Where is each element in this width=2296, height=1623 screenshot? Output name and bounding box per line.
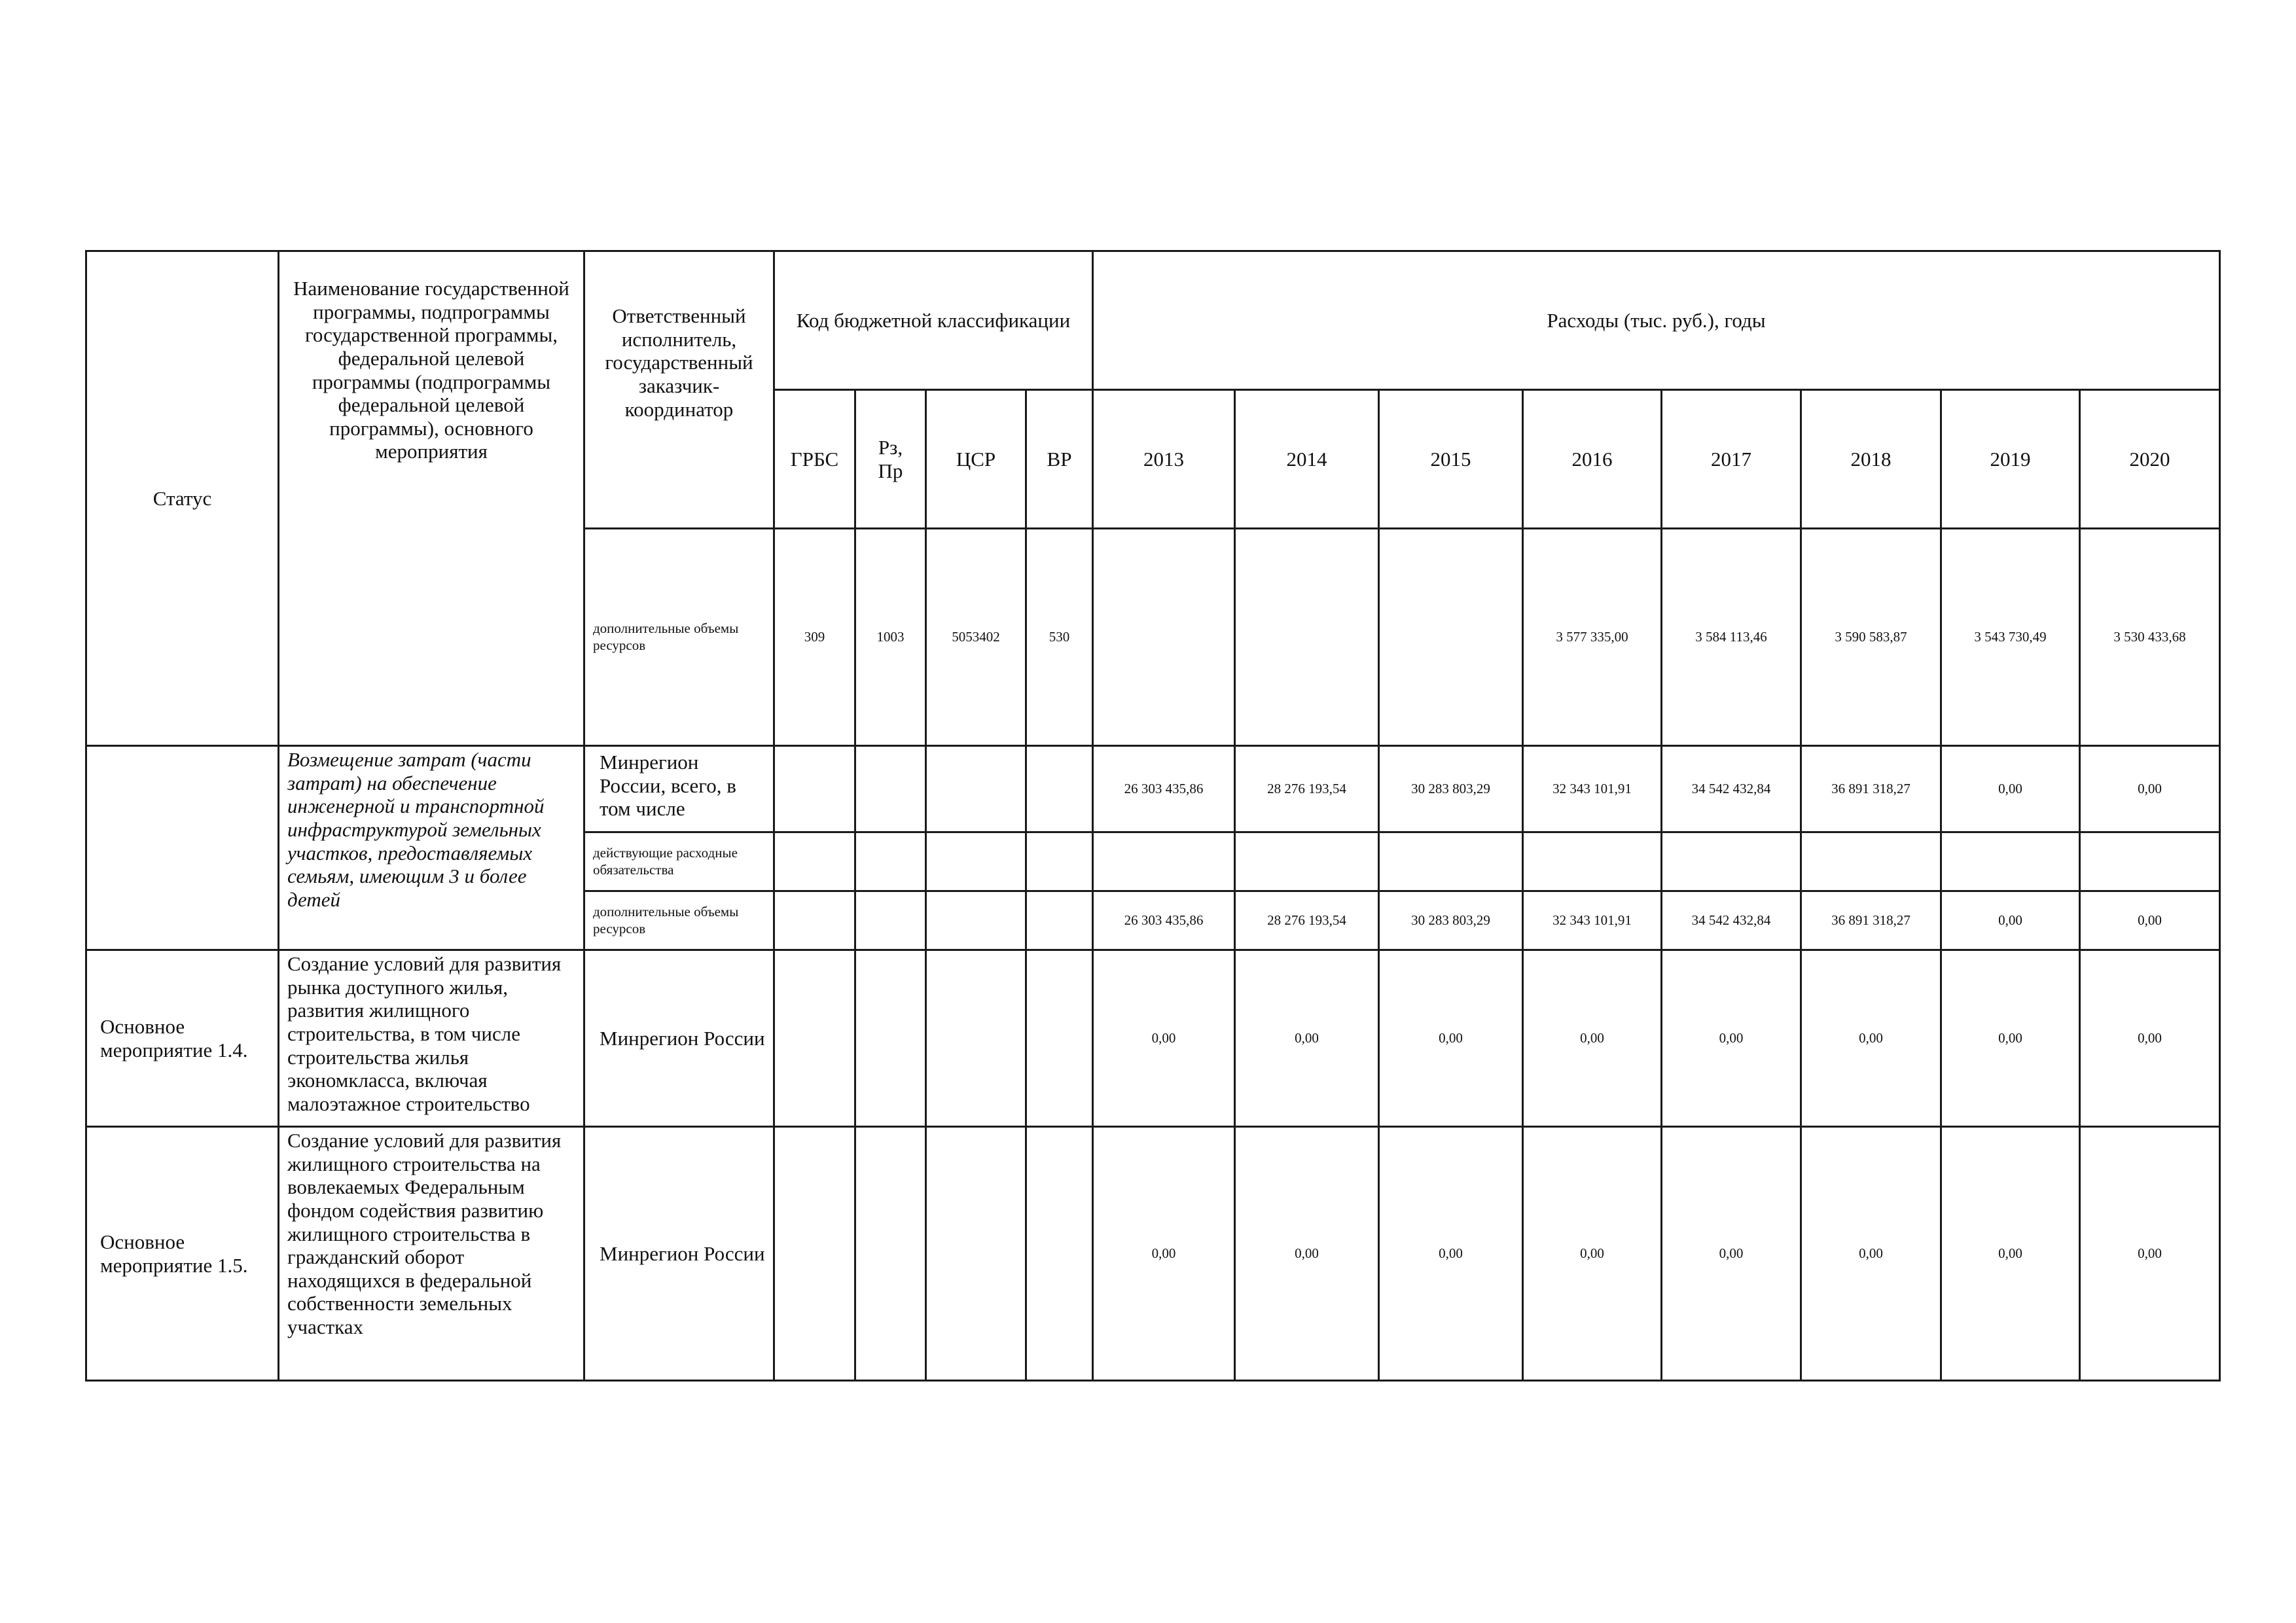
- empty-cell: [774, 746, 855, 832]
- measure-executor-current: действующие расходные обязательства: [584, 832, 774, 891]
- header-year-2014: 2014: [1235, 390, 1379, 529]
- value-2013: 26 303 435,86: [1093, 746, 1235, 832]
- measure-name: Возмещение затрат (части затрат) на обеспечение инженерной и транспортной инфраструктурой земельных участков, предоставляемых семьям, имеющим 3 и более детей: [279, 746, 584, 950]
- value-2020: [2080, 832, 2220, 891]
- value-2013: [1093, 832, 1235, 891]
- value-2013: [1093, 529, 1235, 746]
- empty-cell: [1026, 746, 1093, 832]
- value-2016: 3 577 335,00: [1523, 529, 1662, 746]
- value-2017: 0,00: [1662, 1127, 1801, 1381]
- value-2014: 28 276 193,54: [1235, 746, 1379, 832]
- value-2020: 3 530 433,68: [2080, 529, 2220, 746]
- value-2016: 32 343 101,91: [1523, 746, 1662, 832]
- value-2018: 36 891 318,27: [1801, 891, 1941, 950]
- empty-cell: [1026, 832, 1093, 891]
- table-row: [86, 950, 2220, 1127]
- value-2016: 0,00: [1523, 950, 1662, 1127]
- value-2018: 36 891 318,27: [1801, 746, 1941, 832]
- measure-executor-additional: дополнительные объемы ресурсов: [584, 891, 774, 950]
- empty-cell: [855, 950, 926, 1127]
- header-code-rzpr: Рз, Пр: [855, 390, 926, 529]
- value-2015: [1379, 832, 1523, 891]
- empty-cell: [774, 832, 855, 891]
- value-2016: 0,00: [1523, 1127, 1662, 1381]
- value-2018: [1801, 832, 1941, 891]
- budget-table: [85, 250, 2221, 1382]
- header-code-vr: ВР: [1026, 390, 1093, 529]
- empty-cell: [774, 891, 855, 950]
- row-executor: дополнительные объемы ресурсов: [584, 529, 774, 746]
- row-code-rzpr: 1003: [855, 529, 926, 746]
- empty-cell: [926, 746, 1026, 832]
- value-2020: 0,00: [2080, 891, 2220, 950]
- header-code-grbs: ГРБС: [774, 390, 855, 529]
- header-row-1: [86, 251, 2220, 390]
- value-2018: 3 590 583,87: [1801, 529, 1941, 746]
- value-2013: 0,00: [1093, 950, 1235, 1127]
- empty-cell: [926, 950, 1026, 1127]
- value-2015: 30 283 803,29: [1379, 891, 1523, 950]
- value-2014: [1235, 529, 1379, 746]
- row-code-vr: 530: [1026, 529, 1093, 746]
- main-14-status: Основное мероприятие 1.4.: [86, 950, 279, 1127]
- main-15-executor: Минрегион России: [584, 1127, 774, 1381]
- empty-cell: [774, 950, 855, 1127]
- header-name: Наименование государственной программы, подпрограммы государственной программы, федеральной целевой программы (подпрограммы федеральной целевой программы), основного мероприятия: [279, 251, 584, 746]
- status-empty: [86, 746, 279, 950]
- value-2014: [1235, 832, 1379, 891]
- measure-executor-total: Минрегион России, всего, в том числе: [584, 746, 774, 832]
- main-14-name: Создание условий для развития рынка доступного жилья, развития жилищного строительства, в том числе строительства жилья экономкласса, включая малоэтажное строительство: [279, 950, 584, 1127]
- header-code-csr: ЦСР: [926, 390, 1026, 529]
- header-year-2018: 2018: [1801, 390, 1941, 529]
- value-2019: 0,00: [1941, 1127, 2080, 1381]
- empty-cell: [926, 832, 1026, 891]
- value-2016: [1523, 832, 1662, 891]
- value-2019: 0,00: [1941, 950, 2080, 1127]
- value-2017: 34 542 432,84: [1662, 746, 1801, 832]
- header-expenses: Расходы (тыс. руб.), годы: [1093, 251, 2220, 390]
- empty-cell: [926, 891, 1026, 950]
- value-2017: 34 542 432,84: [1662, 891, 1801, 950]
- empty-cell: [1026, 950, 1093, 1127]
- row-code-csr: 5053402: [926, 529, 1026, 746]
- header-year-2020: 2020: [2080, 390, 2220, 529]
- value-2017: 3 584 113,46: [1662, 529, 1801, 746]
- header-year-2016: 2016: [1523, 390, 1662, 529]
- empty-cell: [774, 1127, 855, 1381]
- header-year-2017: 2017: [1662, 390, 1801, 529]
- value-2020: 0,00: [2080, 1127, 2220, 1381]
- value-2016: 32 343 101,91: [1523, 891, 1662, 950]
- header-year-2019: 2019: [1941, 390, 2080, 529]
- value-2014: 0,00: [1235, 1127, 1379, 1381]
- header-executor: Ответственный исполнитель, государственный заказчик-координатор: [584, 251, 774, 529]
- value-2019: 0,00: [1941, 891, 2080, 950]
- empty-cell: [1026, 1127, 1093, 1381]
- value-2013: 26 303 435,86: [1093, 891, 1235, 950]
- value-2020: 0,00: [2080, 746, 2220, 832]
- row-code-grbs: 309: [774, 529, 855, 746]
- value-2019: 0,00: [1941, 746, 2080, 832]
- value-2013: 0,00: [1093, 1127, 1235, 1381]
- header-year-2015: 2015: [1379, 390, 1523, 529]
- empty-cell: [926, 1127, 1026, 1381]
- table-row: [86, 746, 2220, 832]
- main-15-name: Создание условий для развития жилищного строительства на вовлекаемых Федеральным фондом содействия развитию жилищного строительства в гражданский оборот находящихся в федеральной собственности земельных участках: [279, 1127, 584, 1381]
- header-year-2013: 2013: [1093, 390, 1235, 529]
- value-2014: 0,00: [1235, 950, 1379, 1127]
- value-2020: 0,00: [2080, 950, 2220, 1127]
- empty-cell: [855, 891, 926, 950]
- empty-cell: [855, 1127, 926, 1381]
- value-2015: 30 283 803,29: [1379, 746, 1523, 832]
- header-budget-code: Код бюджетной классификации: [774, 251, 1093, 390]
- value-2014: 28 276 193,54: [1235, 891, 1379, 950]
- value-2017: 0,00: [1662, 950, 1801, 1127]
- header-status: Статус: [86, 251, 279, 746]
- empty-cell: [855, 746, 926, 832]
- value-2018: 0,00: [1801, 1127, 1941, 1381]
- main-15-status: Основное мероприятие 1.5.: [86, 1127, 279, 1381]
- value-2015: 0,00: [1379, 950, 1523, 1127]
- empty-cell: [1026, 891, 1093, 950]
- main-14-executor: Минрегион России: [584, 950, 774, 1127]
- value-2015: 0,00: [1379, 1127, 1523, 1381]
- empty-cell: [855, 832, 926, 891]
- value-2017: [1662, 832, 1801, 891]
- value-2019: 3 543 730,49: [1941, 529, 2080, 746]
- table-row: [86, 1127, 2220, 1381]
- value-2019: [1941, 832, 2080, 891]
- value-2015: [1379, 529, 1523, 746]
- value-2018: 0,00: [1801, 950, 1941, 1127]
